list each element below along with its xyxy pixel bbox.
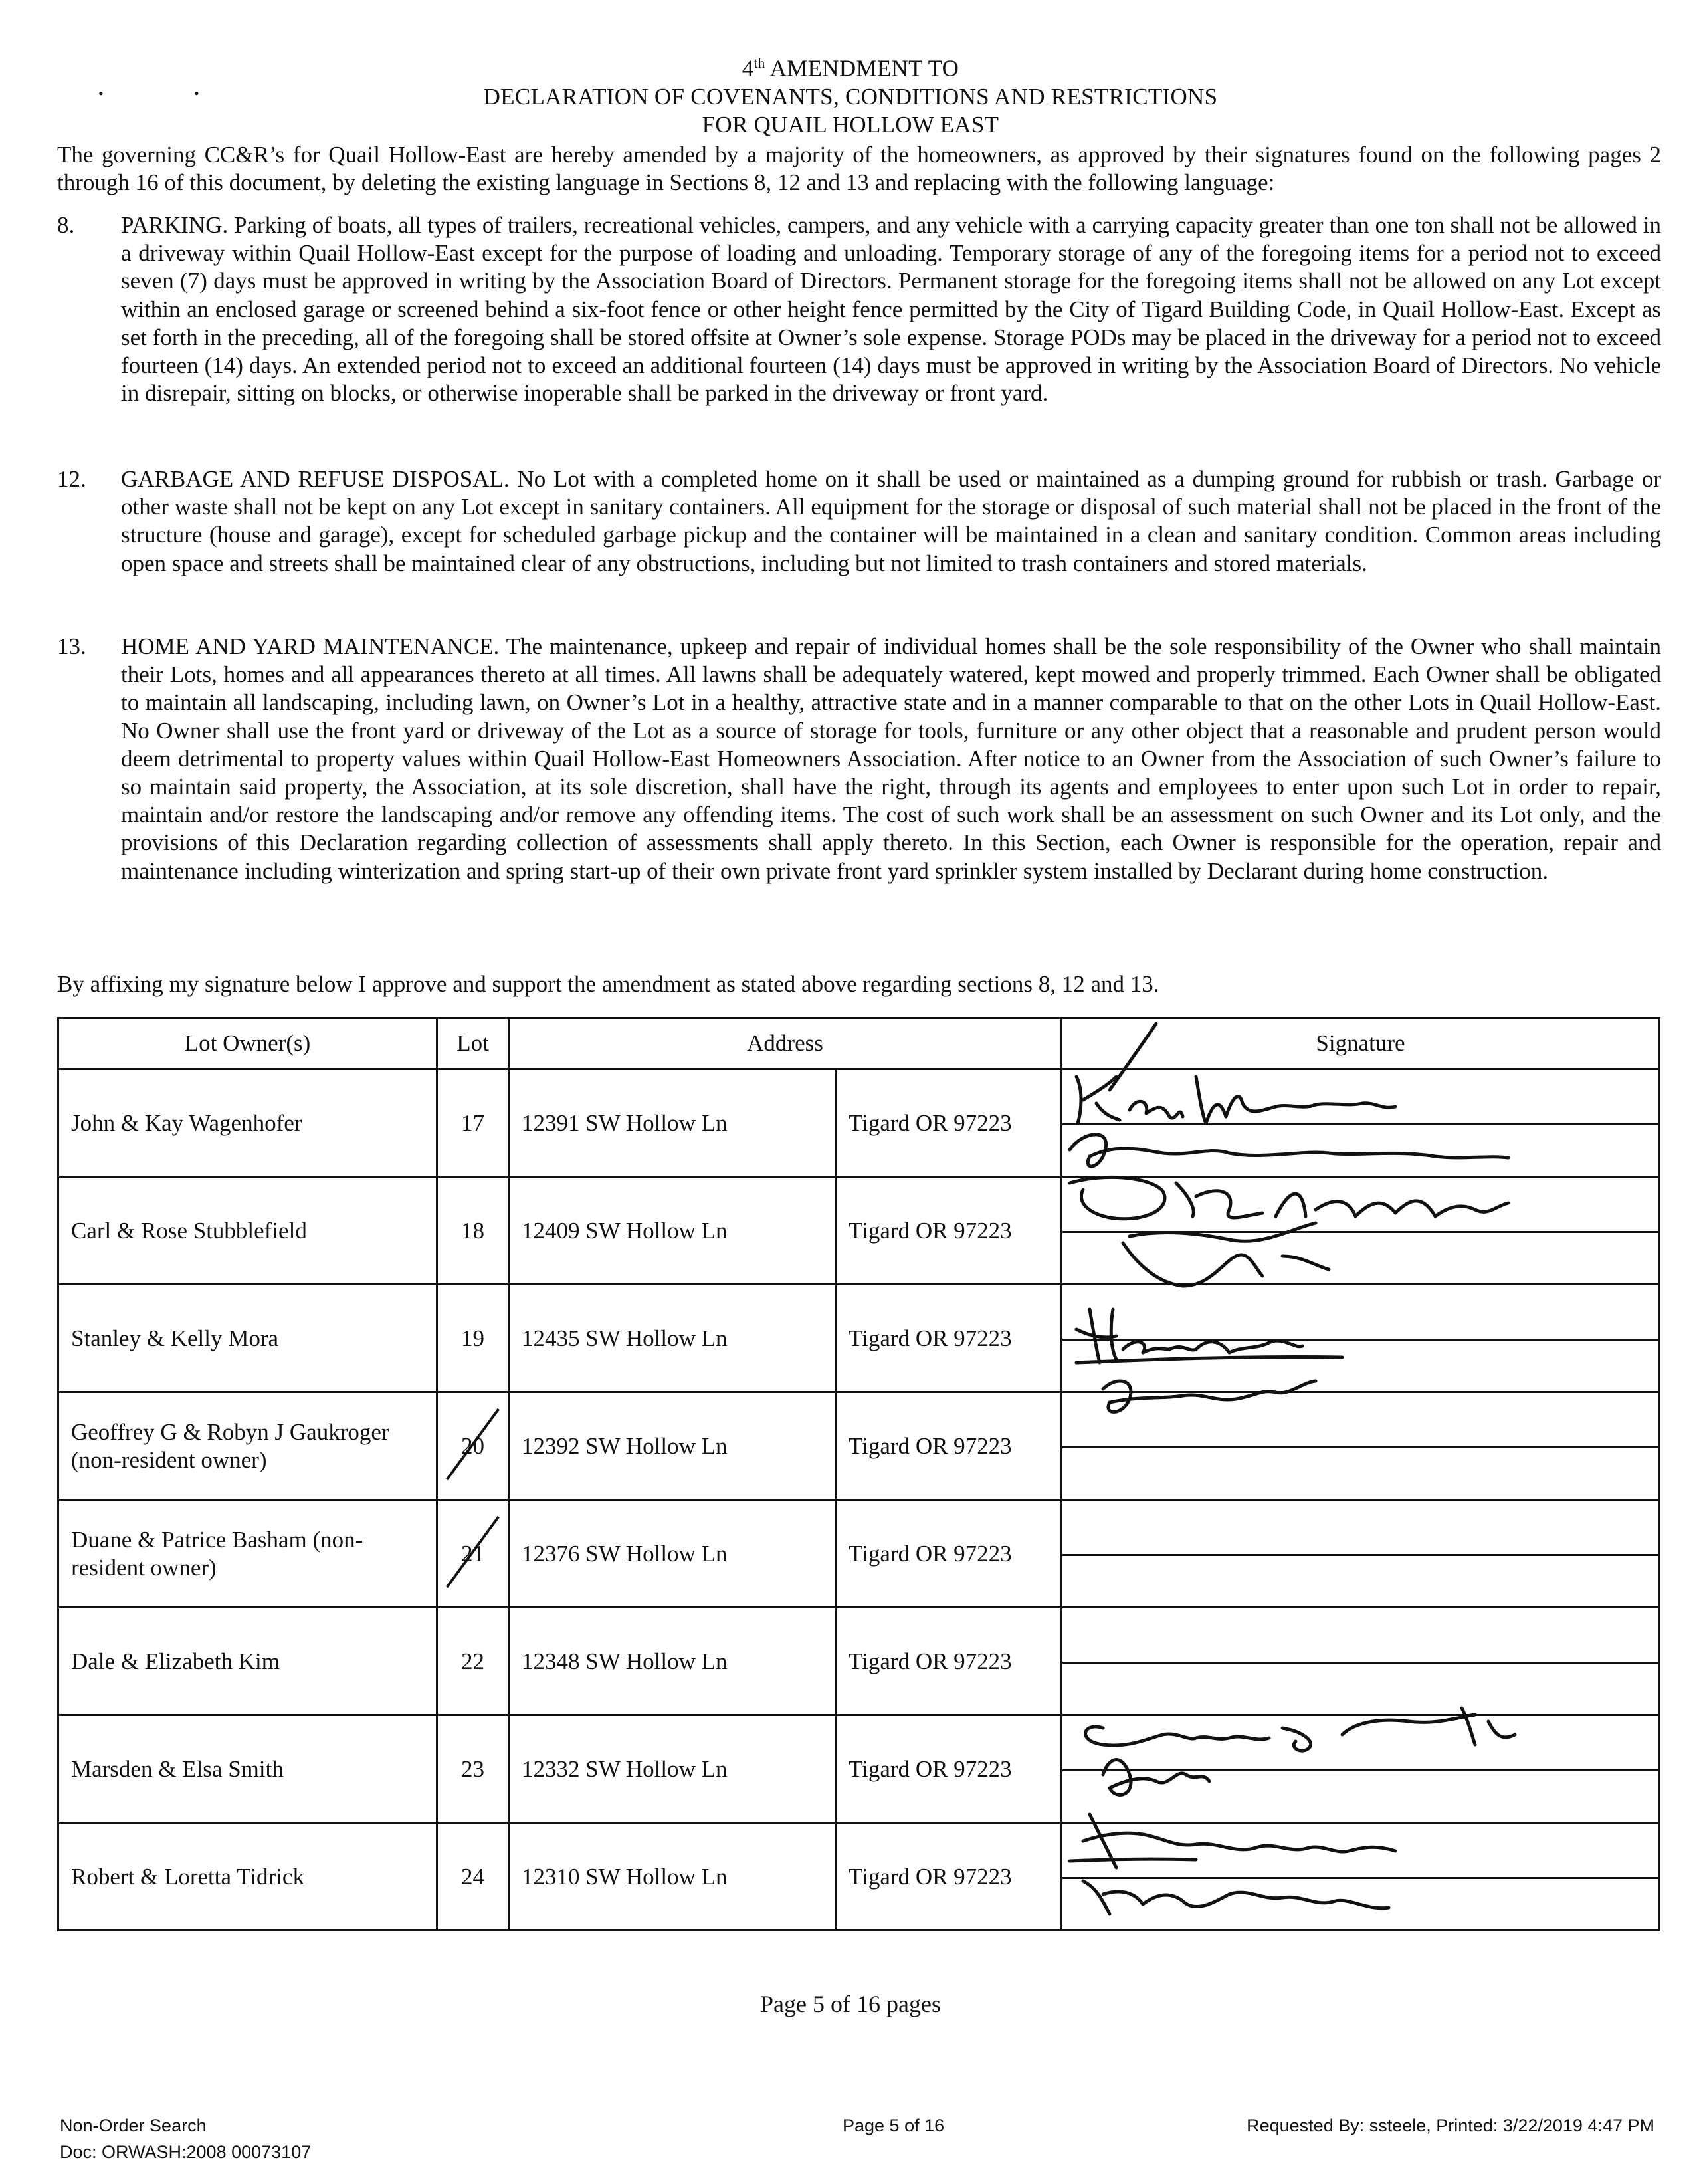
footer-requested-by: Requested By: ssteele, Printed: 3/22/2019 4:47 PM	[1247, 2116, 1654, 2135]
amendment-number: 4	[742, 55, 754, 82]
street-address: 12310 SW Hollow Ln	[509, 1823, 836, 1931]
ordinal-suffix: th	[753, 55, 765, 71]
lot-number: 17	[437, 1069, 509, 1177]
scan-speck: •	[98, 85, 104, 102]
signature-cell	[1062, 1069, 1660, 1177]
section-number: 13.	[57, 633, 86, 659]
street-address: 12392 SW Hollow Ln	[509, 1392, 836, 1500]
lot-number: 19	[437, 1285, 509, 1392]
street-address: 12376 SW Hollow Ln	[509, 1500, 836, 1608]
table-row	[58, 1500, 1660, 1608]
signature-divider	[1062, 1877, 1658, 1879]
city-state-zip: Tigard OR 97223	[836, 1177, 1062, 1285]
street-address: 12435 SW Hollow Ln	[509, 1285, 836, 1392]
signature-divider	[1062, 1123, 1658, 1125]
section-8	[57, 211, 1661, 407]
table-row	[58, 1392, 1660, 1500]
section-number: 8.	[57, 212, 75, 238]
signature-divider	[1062, 1769, 1658, 1771]
city-state-zip: Tigard OR 97223	[836, 1823, 1062, 1931]
page-number-label: Page 5 of 16 pages	[760, 1991, 941, 2017]
header-lot-owners: Lot Owner(s)	[58, 1018, 437, 1069]
signature-cell	[1062, 1608, 1660, 1715]
title-line-1	[0, 49, 1701, 83]
owners-signature-table	[57, 1017, 1660, 1931]
approval-statement: By affixing my signature below I approve and support the amendment as stated above regarding sections 8, 12 and 13.	[57, 971, 1159, 997]
street-address: 12348 SW Hollow Ln	[509, 1608, 836, 1715]
street-address: 12409 SW Hollow Ln	[509, 1177, 836, 1285]
owner-name: Marsden & Elsa Smith	[58, 1715, 437, 1823]
footer-page: Page 5 of 16	[843, 2116, 945, 2135]
lot-number: 23	[437, 1715, 509, 1823]
document-title	[0, 49, 1701, 139]
table-row	[58, 1069, 1660, 1177]
header-address: Address	[509, 1018, 1062, 1069]
section-text: HOME AND YARD MAINTENANCE. The maintenance, upkeep and repair of individual homes shall be the sole responsibility of the Owner who shall maintain their Lots, homes and all appearances thereto at all times. All lawns shall be adequately watered, kept mowed and properly trimmed. Each Owner shall be obligated to maintain all landscaping, including lawn, on Owner’s Lot in a healthy, attractive state and in a manner comparable to that on the other Lots in Quail Hollow-East. No Owner shall use the front yard or driveway of the Lot as a source of storage for tools, furniture or any other object that a reasonable and prudent person would deem detrimental to property values within Quail Hollow-East Homeowners Association. After notice to an Owner from the Association of such Owner’s failure to so maintain said property, the Association, at its sole discretion, shall have the right, through its agents and employees to enter upon such Lot in order to repair, maintain and/or restore the landscaping and/or remove any offending items. The cost of such work shall be an assessment on such Owner and its Lot only, and the provisions of this Declaration regarding collection of assessments shall apply thereto. In this Section, each Owner is responsible for the operation, repair and maintenance including winterization and spring start-up of their own private front yard sprinkler system installed by Declarant during home construction.	[121, 633, 1661, 884]
signature-divider	[1062, 1339, 1658, 1341]
signature-cell	[1062, 1177, 1660, 1285]
section-number: 12.	[57, 466, 86, 492]
section-text: PARKING. Parking of boats, all types of trailers, recreational vehicles, campers, and any vehicle with a carrying capacity greater than one ton shall not be allowed in a driveway within Quail Hollow-East except for the purpose of loading and unloading. Temporary storage of any of the foregoing items for a period not to exceed seven (7) days must be approved in writing by the Association Board of Directors. Permanent storage for the foregoing items shall not be allowed on any Lot except within an enclosed garage or screened behind a six-foot fence or other height fence permitted by the City of Tigard Building Code, in Quail Hollow-East. Except as set forth in the preceding, all of the foregoing shall be stored offsite at Owner’s sole expense. Storage PODs may be placed in the driveway for a period not to exceed fourteen (14) days. An extended period not to exceed an additional fourteen (14) days must be approved in writing by the Association Board of Directors. No vehicle in disrepair, sitting on blocks, or otherwise inoperable shall be parked in the driveway or front yard.	[121, 212, 1661, 407]
signature-cell	[1062, 1715, 1660, 1823]
table-row	[58, 1285, 1660, 1392]
scan-speck: •	[194, 85, 199, 102]
strike-mark	[438, 1501, 508, 1606]
street-address: 12391 SW Hollow Ln	[509, 1069, 836, 1177]
owner-name: Carl & Rose Stubblefield	[58, 1177, 437, 1285]
table-row	[58, 1715, 1660, 1823]
lot-number: 22	[437, 1608, 509, 1715]
section-text: GARBAGE AND REFUSE DISPOSAL. No Lot with a completed home on it shall be used or maintained as a dumping ground for rubbish or trash. Garbage or other waste shall not be kept on any Lot except in sanitary containers. All equipment for the storage or disposal of such material shall not be placed in the front of the structure (house and garage), except for scheduled garbage pickup and the container will be maintained in a clean and sanitary condition. Common areas including open space and streets shall be maintained clear of any obstructions, including but not limited to trash containers and stored materials.	[121, 466, 1661, 576]
owner-name: Dale & Elizabeth Kim	[58, 1608, 437, 1715]
section-13	[57, 633, 1661, 885]
table-header-row	[58, 1018, 1660, 1069]
header-lot: Lot	[437, 1018, 509, 1069]
owner-name: Duane & Patrice Basham (non-resident owner)	[58, 1500, 437, 1608]
header-signature: Signature	[1062, 1018, 1660, 1069]
signature-cell	[1062, 1285, 1660, 1392]
city-state-zip: Tigard OR 97223	[836, 1608, 1062, 1715]
table-row	[58, 1823, 1660, 1931]
strike-mark	[438, 1393, 508, 1499]
signature-cell	[1062, 1500, 1660, 1608]
city-state-zip: Tigard OR 97223	[836, 1392, 1062, 1500]
lot-number: 21	[461, 1540, 484, 1567]
city-state-zip: Tigard OR 97223	[836, 1069, 1062, 1177]
owner-name: John & Kay Wagenhofer	[58, 1069, 437, 1177]
title-line-3: FOR QUAIL HOLLOW EAST	[702, 111, 999, 138]
signature-divider	[1062, 1231, 1658, 1233]
lot-number: 20	[461, 1432, 484, 1459]
title-amendment: AMENDMENT TO	[765, 55, 959, 82]
owner-name: Stanley & Kelly Mora	[58, 1285, 437, 1392]
footer-doc-id: Doc: ORWASH:2008 00073107	[60, 2142, 312, 2162]
intro-paragraph: The governing CC&R’s for Quail Hollow-East are hereby amended by a majority of the homeowners, as approved by their signatures found on the following pages 2 through 16 of this document, by deleting the existing language in Sections 8, 12 and 13 and replacing with the following language:	[57, 142, 1661, 195]
signature-cell	[1062, 1392, 1660, 1500]
lot-number: 18	[437, 1177, 509, 1285]
signature-divider	[1062, 1554, 1658, 1556]
city-state-zip: Tigard OR 97223	[836, 1715, 1062, 1823]
signature-divider	[1062, 1662, 1658, 1664]
lot-number: 24	[437, 1823, 509, 1931]
table-row	[58, 1608, 1660, 1715]
footer-left	[60, 2112, 311, 2165]
signature-cell	[1062, 1823, 1660, 1931]
section-12	[57, 465, 1661, 578]
lot-number-struck	[437, 1392, 509, 1500]
owner-name: Geoffrey G & Robyn J Gaukroger (non-resident owner)	[58, 1392, 437, 1500]
signature-divider	[1062, 1446, 1658, 1448]
city-state-zip: Tigard OR 97223	[836, 1285, 1062, 1392]
owner-name: Robert & Loretta Tidrick	[58, 1823, 437, 1931]
table-row	[58, 1177, 1660, 1285]
footer-search-type: Non-Order Search	[60, 2116, 207, 2135]
city-state-zip: Tigard OR 97223	[836, 1500, 1062, 1608]
lot-number-struck	[437, 1500, 509, 1608]
street-address: 12332 SW Hollow Ln	[509, 1715, 836, 1823]
title-line-2: DECLARATION OF COVENANTS, CONDITIONS AND RESTRICTIONS	[483, 83, 1218, 110]
